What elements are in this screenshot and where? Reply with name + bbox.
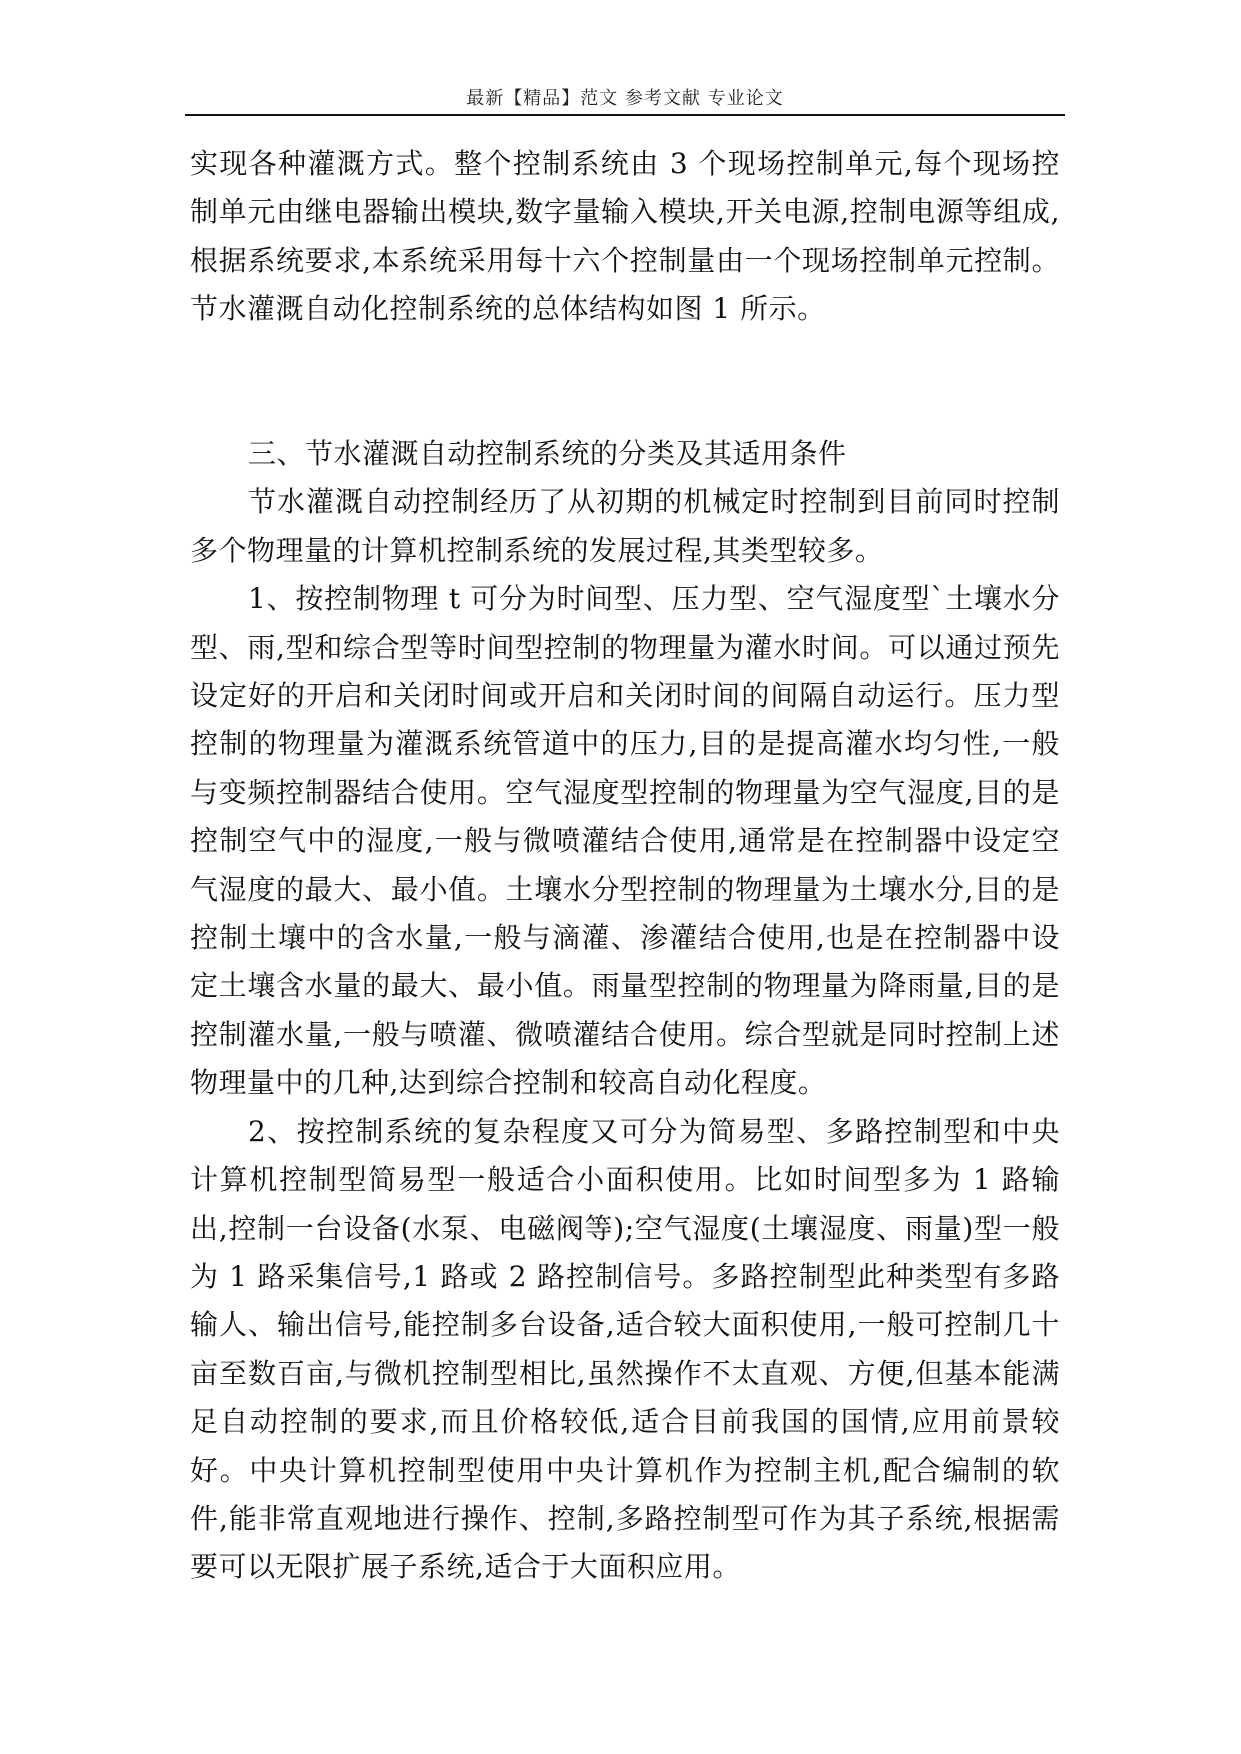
- paragraph-item-2: 2、按控制系统的复杂程度又可分为简易型、多路控制型和中央计算机控制型简易型一般适合小面积使用。比如时间型多为 1 路输出,控制一台设备(水泵、电磁阀等);空气湿度(土壤湿度、雨量)型一般为 1 路采集信号,1 路或 2 路控制信号。多路控制型此种类型有多路输人、输出信号,能控制多台设备,适合较大面积使用,一般可控制几十亩至数百亩,与微机控制型相比,虽然操作不太直观、方便,但基本能满足自动控制的要求,而且价格较低,适合目前我国的国情,应用前景较好。中央计算机控制型使用中央计算机作为控制主机,配合编制的软件,能非常直观地进行操作、控制,多路控制型可作为其子系统,根据需要可以无限扩展子系统,适合于大面积应用。: [190, 1114, 1060, 1584]
- body-block-top: [190, 140, 1060, 334]
- paragraph-item-1: 1、按控制物理 t 可分为时间型、压力型、空气湿度型`土壤水分型、雨,型和综合型等时间型控制的物理量为灌水时间。可以通过预先设定好的开启和关闭时间或开启和关闭时间的间隔自动运行。压力型控制的物理量为灌溉系统管道中的压力,目的是提高灌水均匀性,一般与变频控制器结合使用。空气湿度型控制的物理量为空气湿度,目的是控制空气中的湿度,一般与微喷灌结合使用,通常是在控制器中设定空气湿度的最大、最小值。土壤水分型控制的物理量为土壤水分,目的是控制土壤中的含水量,一般与滴灌、渗灌结合使用,也是在控制器中设定土壤含水量的最大、最小值。雨量型控制的物理量为降雨量,目的是控制灌水量,一般与喷灌、微喷灌结合使用。综合型就是同时控制上述物理量中的几种,达到综合控制和较高自动化程度。: [190, 582, 1060, 1100]
- header-rule: [185, 114, 1065, 116]
- page-header: 最新【精品】范文 参考文献 专业论文: [466, 88, 784, 109]
- paragraph-section-intro: 节水灌溉自动控制经历了从初期的机械定时控制到目前同时控制多个物理量的计算机控制系统的发展过程,其类型较多。: [190, 485, 1060, 567]
- section-heading: 三、节水灌溉自动控制系统的分类及其适用条件: [248, 437, 847, 470]
- body-block-main: [190, 430, 1060, 1592]
- paragraph-intro: 实现各种灌溉方式。整个控制系统由 3 个现场控制单元,每个现场控制单元由继电器输出模块,数字量输入模块,开关电源,控制电源等组成,根据系统要求,本系统采用每十六个控制量由一个现场控制单元控制。节水灌溉自动化控制系统的总体结构如图 1 所示。: [190, 147, 1060, 326]
